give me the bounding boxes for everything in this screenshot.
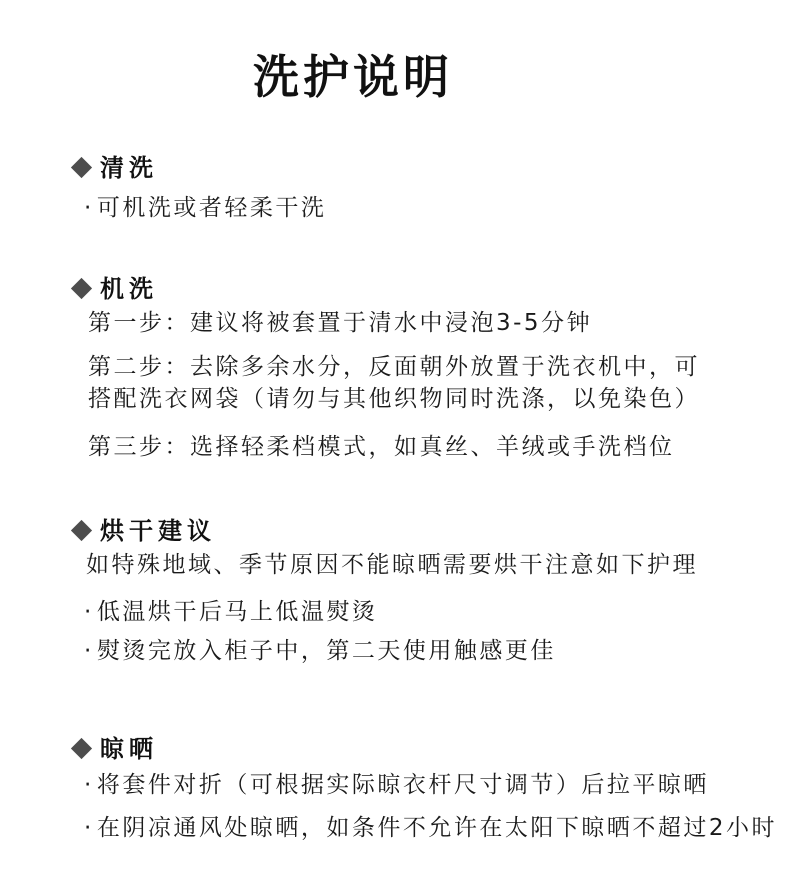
section-cleaning (0, 152, 790, 224)
care-note-text: 可机洗或者轻柔干洗 (96, 194, 327, 221)
section-drying-advice (0, 515, 790, 667)
list-item (0, 596, 790, 628)
list-item (0, 812, 790, 844)
diamond-bullet-icon (71, 278, 92, 299)
section-heading-text: 烘干建议 (100, 516, 216, 545)
section-intro-text: 如特殊地域、季节原因不能晾晒需要烘干注意如下护理 (86, 551, 698, 578)
dot-bullet-icon: · (84, 194, 94, 221)
section-heading-text: 清洗 (100, 153, 158, 182)
diamond-bullet-icon (71, 738, 92, 759)
list-item (0, 192, 790, 224)
section-cleaning-heading (0, 152, 790, 184)
care-note-text: 熨烫完放入柜子中，第二天使用触感更佳 (96, 637, 556, 664)
care-note-text: 在阴凉通风处晾晒，如条件不允许在太阳下晾晒不超过2小时 (96, 814, 777, 841)
section-heading-text: 机洗 (100, 274, 158, 303)
list-item (0, 769, 790, 801)
diamond-bullet-icon (71, 157, 92, 178)
page-title: 洗护说明 (253, 50, 453, 104)
care-note-text: 低温烘干后马上低温熨烫 (96, 598, 378, 625)
section-heading-text: 晾晒 (100, 734, 158, 763)
section-machine-wash-heading (0, 273, 790, 305)
dot-bullet-icon: · (84, 771, 94, 798)
section-machine-wash (0, 273, 790, 463)
dot-bullet-icon: · (84, 814, 94, 841)
step-text: 第一步：建议将被套置于清水中浸泡3-5分钟 (88, 309, 593, 336)
section-sun-drying (0, 733, 790, 844)
diamond-bullet-icon (71, 520, 92, 541)
dot-bullet-icon: · (84, 598, 94, 625)
dot-bullet-icon: · (84, 637, 94, 664)
step-text: 第三步：选择轻柔档模式，如真丝、羊绒或手洗档位 (88, 433, 675, 460)
list-item (0, 635, 790, 667)
care-note-text: 将套件对折（可根据实际晾衣杆尺寸调节）后拉平晾晒 (96, 771, 709, 798)
section-drying-advice-heading (0, 515, 790, 547)
section-sun-drying-heading (0, 733, 790, 765)
step-text: 第二步：去除多余水分，反面朝外放置于洗衣机中，可搭配洗衣网袋（请勿与其他织物同时洗涤，以免染色） (88, 353, 700, 412)
